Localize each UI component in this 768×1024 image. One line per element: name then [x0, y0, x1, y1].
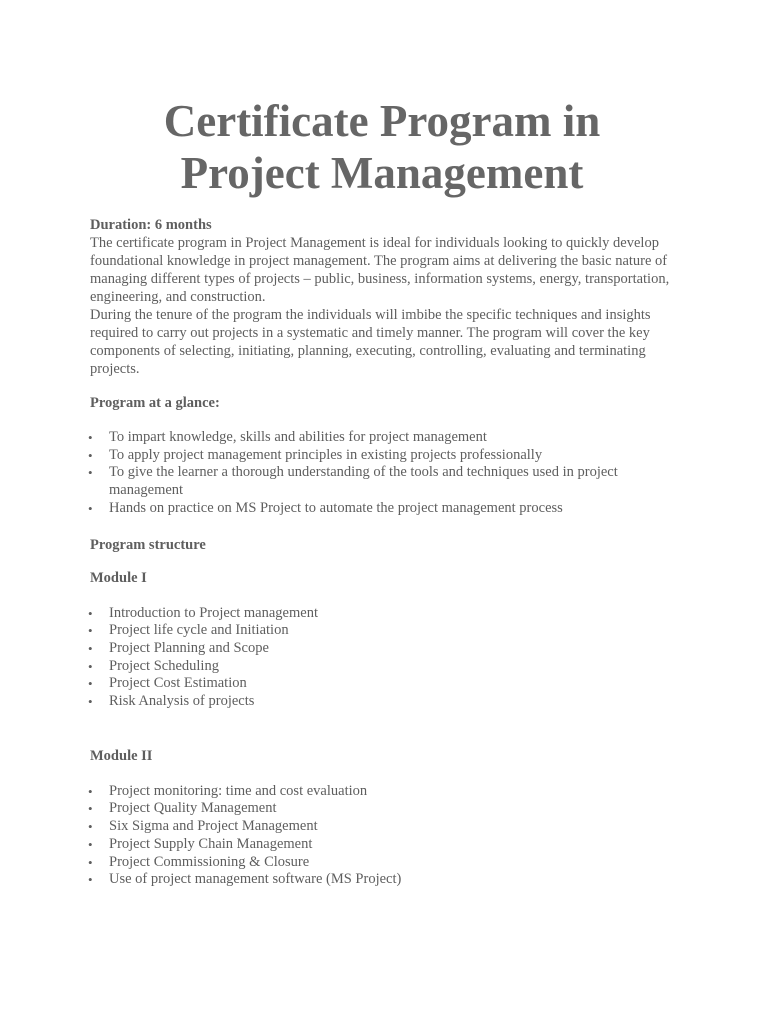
list-item: • Project Commissioning & Closure	[88, 853, 310, 870]
list-item: • To apply project management principles in existing projects professionally	[88, 446, 543, 463]
title-line-2: Project Management	[180, 148, 584, 198]
glance-list	[90, 429, 690, 518]
list-item: • To impart knowledge, skills and abilities for project management	[88, 429, 487, 445]
bullet-icon: •	[88, 500, 93, 516]
duration-label: Duration: 6 months	[90, 217, 212, 233]
list-item: • Project Supply Chain Management	[88, 835, 313, 852]
list-item: • Introduction to Project management	[88, 604, 318, 621]
bullet-icon: •	[88, 819, 93, 835]
list-item: • Six Sigma and Project Management	[88, 818, 318, 835]
bullet-icon: •	[88, 430, 93, 445]
bullet-icon: •	[88, 447, 93, 463]
module-2-heading: Module II	[90, 747, 153, 764]
list-item: • Project life cycle and Initiation	[88, 622, 289, 639]
list-item: • Hands on practice on MS Project to automate the project management process	[88, 499, 563, 516]
glance-heading: Program at a glance:	[90, 395, 220, 411]
bullet-icon: •	[88, 783, 93, 799]
list-item: • Project Cost Estimation	[88, 675, 247, 692]
list-item: • Project monitoring: time and cost evaluation	[88, 782, 368, 799]
intro-paragraph: The certificate program in Project Management is ideal for individuals looking to quickly develop foundational knowledge in project management. The program aims at delivering the basic nature of managing different types of projects – public, business, information systems, energy, transportation, engineering, and construction.	[90, 235, 670, 305]
module-1-list	[90, 605, 690, 711]
bullet-icon: •	[88, 658, 93, 674]
list-item: • Use of project management software (MS Project)	[88, 871, 402, 888]
bullet-icon: •	[88, 465, 93, 481]
bullet-icon: •	[88, 605, 93, 621]
bullet-icon: •	[88, 872, 93, 888]
list-item: • To give the learner a thorough understanding of the tools and techniques used in project management	[88, 464, 618, 499]
tenure-paragraph: During the tenure of the program the individuals will imbibe the specific techniques and insights required to carry out projects in a systematic and timely manner. The program will cover the key components of selecting, initiating, planning, executing, controlling, evaluating and terminating projects.	[90, 307, 651, 377]
list-item: • Risk Analysis of projects	[88, 693, 255, 710]
list-item: • Project Scheduling	[88, 657, 219, 674]
structure-heading: Program structure	[90, 536, 206, 553]
document-title	[90, 0, 674, 199]
list-item: • Project Quality Management	[88, 800, 277, 817]
module-1-heading: Module I	[90, 569, 147, 586]
module-2-list	[90, 783, 690, 889]
list-item: • Project Planning and Scope	[88, 639, 269, 656]
bullet-icon: •	[88, 676, 93, 692]
bullet-icon: •	[88, 836, 93, 852]
bullet-icon: •	[88, 640, 93, 656]
bullet-icon: •	[88, 854, 93, 870]
bullet-icon: •	[88, 623, 93, 639]
title-line-1: Certificate Program in	[163, 96, 601, 146]
bullet-icon: •	[88, 694, 93, 710]
bullet-icon: •	[88, 801, 93, 817]
document-page	[90, 0, 690, 889]
